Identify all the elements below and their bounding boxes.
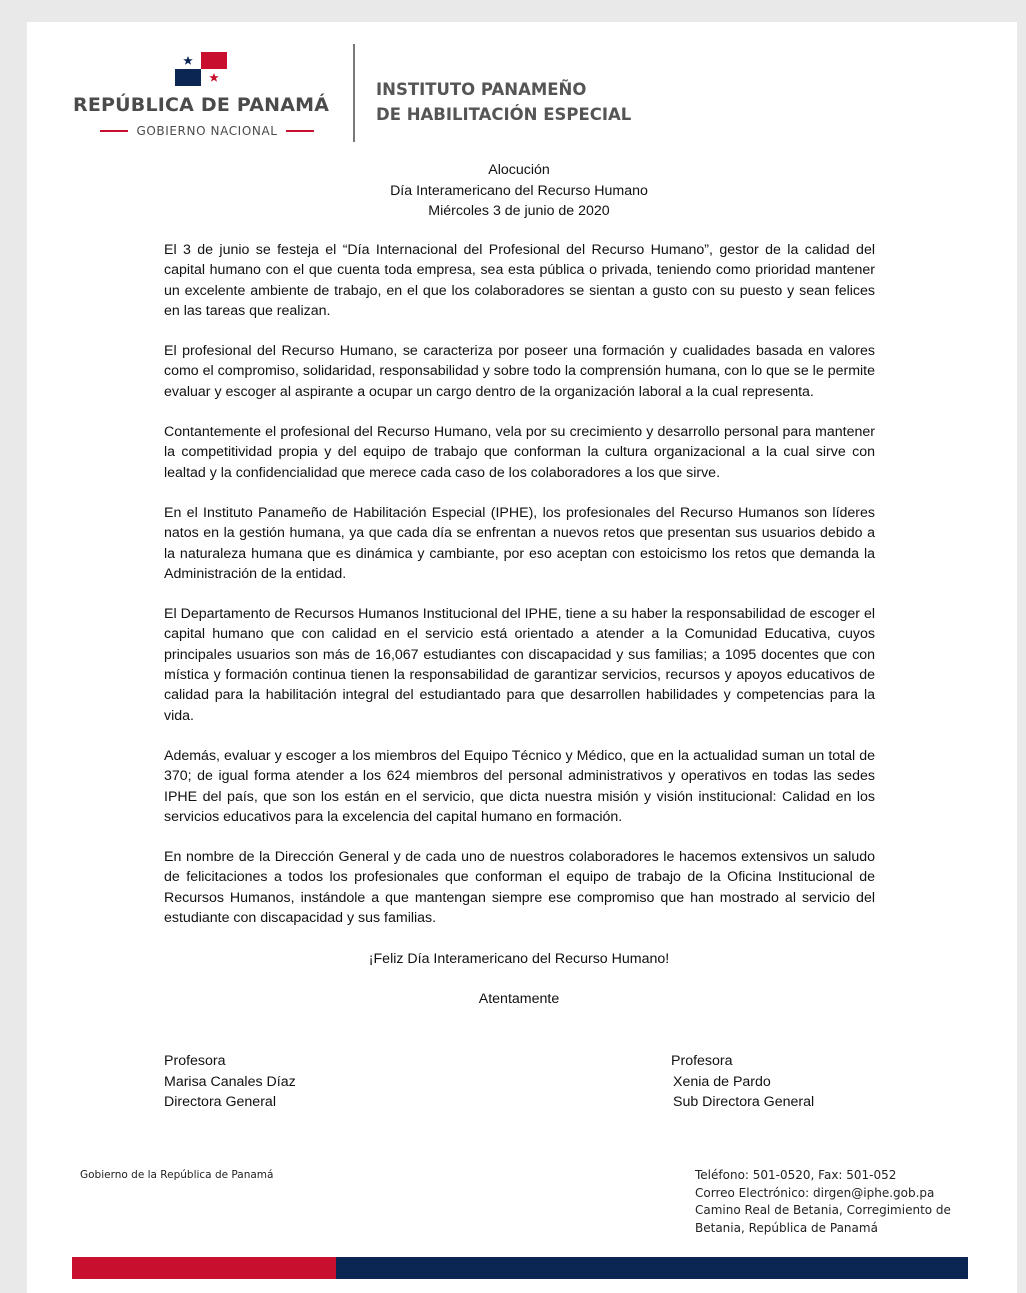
greeting: ¡Feliz Día Interamericano del Recurso Humano! <box>368 951 670 967</box>
panama-flag-icon <box>175 52 227 86</box>
document-page <box>27 22 1017 1293</box>
signature-name: Marisa Canales Díaz <box>164 1073 296 1090</box>
government-label: GOBIERNO NACIONAL <box>136 124 278 138</box>
footer-email: Correo Electrónico: dirgen@iphe.gob.pa <box>695 1185 935 1200</box>
country-title: REPÚBLICA DE PANAMÁ <box>73 94 330 116</box>
divider-line-right <box>286 130 314 132</box>
institute-name-line1: INSTITUTO PANAMEÑO <box>376 80 587 99</box>
closing-salutation: Atentamente <box>478 991 560 1007</box>
paragraph: El Departamento de Recursos Humanos Institucional del IPHE, tiene a su haber la responsabilidad de escoger el capital humano que con calidad en el servicio está orientado a atender a la Comunidad Educativa, cuyos principales usuarios son más de 16,067 estudiantes con discapacidad y sus familias; a 1095 docentes que con mística y formación continua tienen la responsabilidad de garantizar servicios, recursos y apoyos educativos de calidad para la habilitación integral del estudiantado para que desarrollen habilidades y competencias para la vida. <box>164 606 875 724</box>
heading-line-3: Miércoles 3 de junio de 2020 <box>428 203 610 219</box>
signature-title: Profesora <box>164 1053 226 1069</box>
footer-address-line2: Betania, República de Panamá <box>695 1220 878 1235</box>
signature-left <box>164 1051 296 1113</box>
footer-government: Gobierno de la República de Panamá <box>80 1169 274 1181</box>
document-body <box>164 240 875 948</box>
footer-address-line1: Camino Real de Betania, Corregimiento de <box>695 1203 951 1217</box>
paragraph: El profesional del Recurso Humano, se caracteriza por poseer una formación y cualidades basada en valores como el compromiso, solidaridad, responsabilidad y sobre todo la comprensión humana, con lo que se le permite evaluar y escoger al aspirante a ocupar un cargo dentro de la organización laboral a la cual representa. <box>164 343 875 400</box>
signature-role: Sub Directora General <box>673 1094 815 1110</box>
heading-line-1: Alocución <box>488 162 550 178</box>
paragraph: Contantemente el profesional del Recurso Humano, vela por su crecimiento y desarrollo personal para mantener la competitividad propia y del equipo de trabajo que conforman la cultura organizacional a la cual sirve con lealtad y la confidencialidad que merece cada caso de los colaboradores a los que sirve. <box>164 424 875 481</box>
divider-line-left <box>100 130 128 132</box>
government-subtitle <box>87 122 327 140</box>
document-heading <box>264 160 774 222</box>
institute-name <box>376 77 631 127</box>
paragraph: En nombre de la Dirección General y de cada uno de nuestros colaboradores le hacemos extensivos un saludo de felicitaciones a todos los profesionales que conforman el equipo de trabajo de la Oficina Institucional de Recursos Humanos, instándole a que mantengan siempre ese compromiso que han mostrado al servicio del estudiante con discapacidad y sus familias. <box>164 849 875 927</box>
footer-bar-red <box>72 1257 336 1279</box>
heading-line-2: Día Interamericano del Recurso Humano <box>390 182 648 199</box>
header-vertical-divider <box>353 44 355 142</box>
footer-contact <box>695 1167 951 1237</box>
signature-right <box>671 1051 814 1113</box>
institute-name-line2: DE HABILITACIÓN ESPECIAL <box>376 105 632 124</box>
footer-phone: Teléfono: 501-0520, Fax: 501-052 <box>695 1168 897 1182</box>
paragraph: Además, evaluar y escoger a los miembros del Equipo Técnico y Médico, que en la actualidad suman un total de 370; de igual forma atender a los 624 miembros del personal administrativos y operativos en todas las sedes IPHE del país, que son los están en el servicio, que dicta nuestra misión y visión institucional: Calidad en los servicios educativos para la excelencia del capital humano en formación. <box>164 747 875 825</box>
signature-role: Directora General <box>164 1094 276 1110</box>
signature-title: Profesora <box>671 1053 733 1069</box>
footer-bar-blue <box>336 1257 968 1279</box>
paragraph: El 3 de junio se festeja el “Día Internacional del Profesional del Recurso Humano”, gestor de la calidad del capital humano con el que cuenta toda empresa, sea esta pública o privada, teniendo como prioridad mantener un excelente ambiente de trabajo, en el que los colaboradores se sientan a gusto con su puesto y sean felices en las tareas que realizan. <box>164 242 875 319</box>
paragraph: En el Instituto Panameño de Habilitación Especial (IPHE), los profesionales del Recurso Humanos son líderes natos en la gestión humana, ya que cada día se enfrentan a nuevos retos que presentan sus usuarios debido a la naturaleza humana que es dinámica y cambiante, por eso aceptan con estoicismo los retos que demanda la Administración de la entidad. <box>164 504 875 582</box>
signature-name: Xenia de Pardo <box>673 1073 771 1090</box>
